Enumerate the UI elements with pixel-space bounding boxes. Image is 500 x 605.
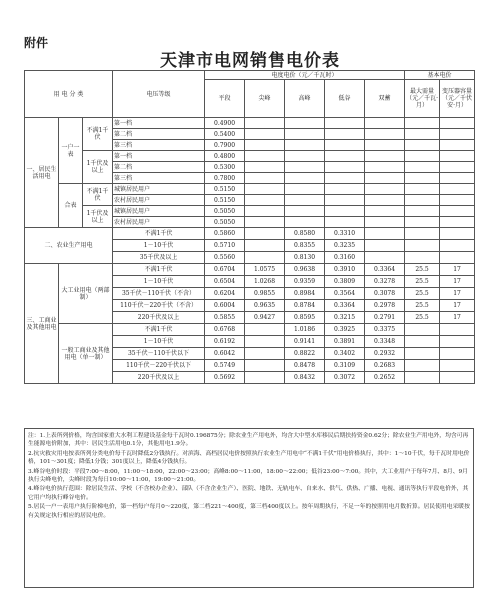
attachment-label: 附件 — [24, 36, 49, 50]
dual-storage-price: 0.2791 — [365, 312, 405, 324]
note-1: 注：1.上表所列价格，均含国家重大水利工程建设基金每千瓦时0.196875分；除农业生产用电外，均含大中型水库移民后期扶持资金0.62分；除农业生产用电外，均含可再生能源电价附加，其中：居民生活用电0.1分，其他用电1.9分。 — [28, 433, 469, 448]
group-general-commercial: 一般工商业及其他用电（单一制） — [59, 324, 113, 384]
valley-price: 0.3215 — [325, 312, 365, 324]
header-sharp-peak: 尖峰 — [245, 80, 285, 118]
header-voltage: 电压等级 — [113, 71, 205, 118]
voltage-lt1kv: 不满1千伏 — [83, 184, 113, 206]
tier-label: 第三档 — [113, 173, 205, 184]
peak-price: 0.8822 — [285, 348, 325, 360]
valley-price: 0.3364 — [325, 300, 365, 312]
flat-price: 0.6204 — [205, 288, 245, 300]
voltage-label: 1－10千伏 — [113, 240, 205, 252]
voltage-label: 220千伏及以上 — [113, 372, 205, 384]
flat-price: 0.5150 — [205, 195, 245, 206]
valley-price: 0.3925 — [325, 324, 365, 336]
flat-price: 0.7800 — [205, 173, 245, 184]
flat-price: 0.5560 — [205, 252, 245, 264]
max-demand-price: 25.5 — [405, 300, 440, 312]
peak-price: 0.9638 — [285, 264, 325, 276]
voltage-label: 不满1千伏 — [113, 264, 205, 276]
peak-price: 1.0186 — [285, 324, 325, 336]
peak-price: 0.8984 — [285, 288, 325, 300]
peak-price: 0.8355 — [285, 240, 325, 252]
flat-price: 0.5400 — [205, 129, 245, 140]
flat-price: 0.6004 — [205, 300, 245, 312]
flat-price: 0.5749 — [205, 360, 245, 372]
flat-price: 0.4800 — [205, 151, 245, 162]
note-2: 2.抗灾救灾用电按表所列分类电价每千瓦时降低2分钱执行。对滨海、高档居民电价按照执行农业生产用电中“不满1千伏”用电价格执行，其中：1～10千伏，每千瓦时用电价格，101～301度；降低1分钱；301度以上，降低4分钱执行。 — [28, 450, 470, 466]
user-type: 城镇居民用户 — [113, 184, 205, 195]
peak-price: 0.8580 — [285, 228, 325, 240]
header-valley: 低谷 — [325, 80, 365, 118]
valley-price: 0.3109 — [325, 360, 365, 372]
dual-storage-price: 0.3078 — [365, 288, 405, 300]
sharp-peak-price: 0.9635 — [245, 300, 285, 312]
transformer-price: 17 — [440, 264, 475, 276]
max-demand-price: 25.5 — [405, 276, 440, 288]
max-demand-price: 25.5 — [405, 312, 440, 324]
group-large-industry: 大工业用电（两部制） — [59, 264, 113, 324]
valley-price: 0.3809 — [325, 276, 365, 288]
tier-label: 第三档 — [113, 140, 205, 151]
valley-price: 0.3072 — [325, 372, 365, 384]
group-single-meter: 一户一表 — [59, 118, 83, 184]
flat-price: 0.5855 — [205, 312, 245, 324]
flat-price: 0.5050 — [205, 217, 245, 228]
transformer-price: 17 — [440, 276, 475, 288]
note-4: 4.峰谷电价执行范围：除居民生活、学校（不含校办企业）、部队（不含企业生产）、医院、地铁、无轨电车、自来水、供气、供热、广播、电视、通讯等执行平段电价外，其它用户均执行峰谷电价。 — [28, 486, 469, 501]
flat-price: 0.6504 — [205, 276, 245, 288]
tier-label: 第一档 — [113, 151, 205, 162]
note-3: 3.峰谷电价时段：平段7:00～8:00，11:00～18:00，22:00～23:00；高峰8:00～11:00，18:00～22:00；低谷23:00～7:00。其中，大工业用户于每年7月、8月、9月执行尖峰电价，尖峰时段为每日10:00～11:00，19:00～21:00。 — [28, 468, 468, 484]
peak-price: 0.8478 — [285, 360, 325, 372]
voltage-lt1kv: 不满1千伏 — [83, 118, 113, 151]
flat-price: 0.5710 — [205, 240, 245, 252]
valley-price: 0.3402 — [325, 348, 365, 360]
header-peak: 高峰 — [285, 80, 325, 118]
voltage-label: 220千伏及以上 — [113, 312, 205, 324]
transformer-price: 17 — [440, 312, 475, 324]
dual-storage-price: 0.2932 — [365, 348, 405, 360]
header-category: 用 电 分 类 — [25, 71, 113, 118]
flat-price: 0.5300 — [205, 162, 245, 173]
peak-price: 0.8784 — [285, 300, 325, 312]
dual-storage-price: 0.3348 — [365, 336, 405, 348]
voltage-1kv-up: 1千伏及以上 — [83, 206, 113, 228]
valley-price: 0.3891 — [325, 336, 365, 348]
group-agricultural: 二、农业生产用电 — [25, 228, 113, 264]
max-demand-price: 25.5 — [405, 288, 440, 300]
flat-price: 0.5150 — [205, 184, 245, 195]
sharp-peak-price: 1.0575 — [245, 264, 285, 276]
user-type: 农村居民用户 — [113, 217, 205, 228]
peak-price: 0.8130 — [285, 252, 325, 264]
flat-price: 0.5860 — [205, 228, 245, 240]
dual-storage-price: 0.2978 — [365, 300, 405, 312]
header-transformer-capacity: 变压器容量（元／千伏安·月） — [440, 80, 475, 118]
dual-storage-price: 0.2652 — [365, 372, 405, 384]
sharp-peak-price: 1.0268 — [245, 276, 285, 288]
voltage-label: 不满1千伏 — [113, 324, 205, 336]
flat-price: 0.4900 — [205, 118, 245, 129]
voltage-label: 不满1千伏 — [113, 228, 205, 240]
header-flat: 平段 — [205, 80, 245, 118]
dual-storage-price: 0.2683 — [365, 360, 405, 372]
valley-price: 0.3564 — [325, 288, 365, 300]
group-combined-meter: 合表 — [59, 184, 83, 228]
peak-price: 0.9141 — [285, 336, 325, 348]
peak-price: 0.9359 — [285, 276, 325, 288]
flat-price: 0.6192 — [205, 336, 245, 348]
header-max-demand: 最大需量（元／千瓦·月） — [405, 80, 440, 118]
user-type: 城镇居民用户 — [113, 206, 205, 217]
tier-label: 第一档 — [113, 118, 205, 129]
voltage-label: 35千伏－110千伏（不含） — [113, 288, 205, 300]
user-type: 农村居民用户 — [113, 195, 205, 206]
sharp-peak-price: 0.9855 — [245, 288, 285, 300]
flat-price: 0.5692 — [205, 372, 245, 384]
voltage-1kv-up: 1千伏及以上 — [83, 151, 113, 184]
valley-price: 0.3235 — [325, 240, 365, 252]
flat-price: 0.6768 — [205, 324, 245, 336]
header-basic-price: 基本电价 — [405, 71, 475, 80]
dual-storage-price: 0.3364 — [365, 264, 405, 276]
voltage-label: 1－10千伏 — [113, 336, 205, 348]
transformer-price: 17 — [440, 288, 475, 300]
group-residential: 一、居民生活用电 — [25, 118, 59, 228]
sharp-peak-price: 0.9427 — [245, 312, 285, 324]
price-table — [24, 70, 475, 384]
flat-price: 0.7900 — [205, 140, 245, 151]
voltage-label: 35千伏－110千伏以下 — [113, 348, 205, 360]
flat-price: 0.6704 — [205, 264, 245, 276]
dual-storage-price: 0.3278 — [365, 276, 405, 288]
voltage-label: 35千伏及以上 — [113, 252, 205, 264]
notes-box — [24, 428, 474, 588]
voltage-label: 110千伏－220千伏以下 — [113, 360, 205, 372]
group-industrial: 三、工商业及其他用电 — [25, 264, 59, 384]
valley-price: 0.3910 — [325, 264, 365, 276]
page-title: 天津市电网销售电价表 — [160, 51, 340, 71]
valley-price: 0.3310 — [325, 228, 365, 240]
peak-price: 0.8432 — [285, 372, 325, 384]
header-dual-storage: 双蓄 — [365, 80, 405, 118]
voltage-label: 1－10千伏 — [113, 276, 205, 288]
transformer-price: 17 — [440, 300, 475, 312]
dual-storage-price: 0.3375 — [365, 324, 405, 336]
tier-label: 第二档 — [113, 129, 205, 140]
note-5: 5.居民一户一表用户执行阶梯电价，第一档每户每月0～220度，第二档221～400度，第三档400度以上。按年周期执行，不足一年的按照用电月数折算。居民使用电采暖按有关规定执行相应的居民电价。 — [28, 504, 470, 519]
peak-price: 0.8595 — [285, 312, 325, 324]
tier-label: 第二档 — [113, 162, 205, 173]
voltage-label: 110千伏－220千伏（不含） — [113, 300, 205, 312]
header-energy-price: 电度电价（元／千瓦时） — [205, 71, 405, 80]
max-demand-price: 25.5 — [405, 264, 440, 276]
flat-price: 0.5050 — [205, 206, 245, 217]
valley-price: 0.3160 — [325, 252, 365, 264]
flat-price: 0.6042 — [205, 348, 245, 360]
